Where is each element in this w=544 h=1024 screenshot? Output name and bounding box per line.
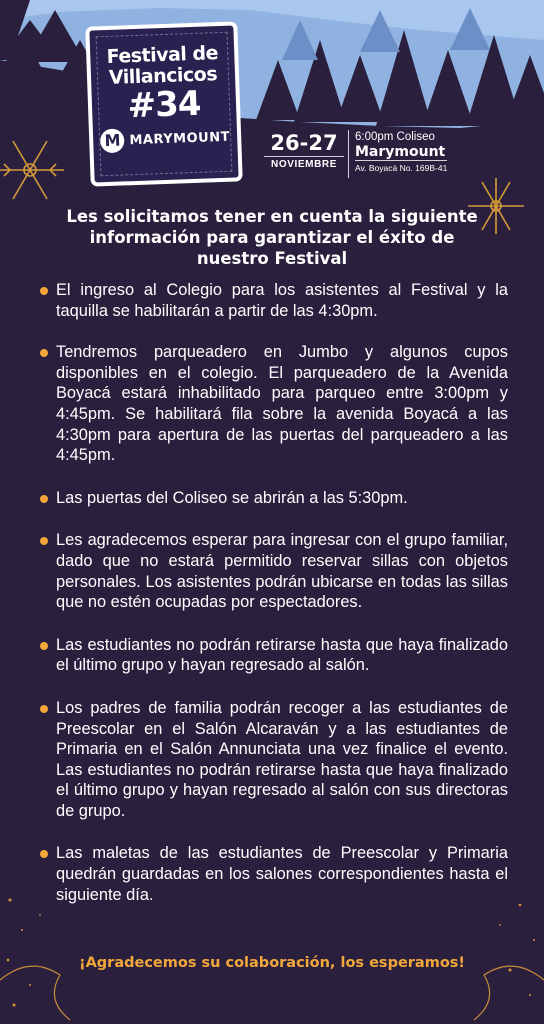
venue-address: Av. Boyacá No. 169B-41	[355, 160, 447, 174]
list-item	[38, 635, 508, 676]
closing-message: ¡Agradecemos su colaboración, los esperamos!	[78, 955, 466, 971]
list-item	[38, 342, 508, 466]
date-month: NOVIEMBRE	[264, 156, 344, 170]
venue-time: 6:00pm Coliseo	[355, 131, 435, 143]
venue-name: Marymount	[355, 144, 446, 160]
list-item-text: Las puertas del Coliseo se abrirán a las 5:30pm.	[56, 488, 408, 507]
brand-logo	[100, 125, 231, 154]
list-item-text: Los padres de familia podrán recoger a las estudiantes de Preescolar en el Salón Alcaraván y a las estudiantes de Primaria en el Salón Annunciata una vez finalice el evento. Las estudiantes no podrán retirarse hasta que haya finalizado el último grupo y hayan regresado al salón con sus directoras de grupo.	[56, 698, 508, 820]
festival-stamp	[89, 26, 238, 183]
intro-heading: Les solicitamos tener en cuenta la siguiente información para garantizar el éxito de nuestro Festival	[66, 207, 478, 268]
date-range: 26-27	[270, 131, 338, 155]
bullet-icon	[40, 537, 48, 545]
edition-number: #34	[126, 83, 202, 127]
list-item	[38, 843, 508, 905]
bullet-icon	[40, 850, 48, 858]
festival-title	[97, 43, 228, 90]
festival-title-line2: Villancicos	[108, 63, 218, 89]
list-item	[38, 698, 508, 822]
list-item-text: Les agradecemos esperar para ingresar con el grupo familiar, dado que no estará permitido reservar sillas con objetos personales. Los asistentes podrán ubicarse en todas las sillas que no estén ocupadas por espectadores.	[56, 531, 508, 612]
bullet-icon	[40, 495, 48, 503]
list-item	[38, 280, 508, 321]
bullet-icon	[40, 642, 48, 650]
list-item-text: Tendremos parqueadero en Jumbo y algunos cupos disponibles en el colegio. El parqueadero de la Avenida Boyacá estará inhabilitado para parqueo entre 3:00pm y 4:45pm. Se habilitará fila sobre la avenida Boyacá a las 4:30pm para apertura de las puertas del parqueadero a las 4:45pm.	[56, 343, 508, 465]
list-item-text: El ingreso al Colegio para los asistentes al Festival y la taquilla se habilitarán a partir de las 4:30pm.	[56, 281, 508, 320]
festival-title-line1: Festival de	[106, 42, 219, 68]
bullet-icon	[40, 287, 48, 295]
bullet-icon	[40, 705, 48, 713]
bullet-icon	[40, 349, 48, 357]
list-item-text: Las estudiantes no podrán retirarse hasta que haya finalizado el último grupo y hayan regresado al salón.	[56, 635, 508, 675]
event-venue	[349, 130, 447, 178]
info-list	[38, 280, 508, 905]
list-item	[38, 488, 508, 509]
event-dates	[264, 130, 349, 178]
list-item-text: Las maletas de las estudiantes de Preescolar y Primaria quedrán guardadas en los salones correspondientes hasta el siguiente día.	[56, 844, 508, 904]
marymount-logo-icon: M	[100, 128, 125, 153]
event-info	[264, 130, 464, 178]
brand-name: MARYMOUNT	[129, 129, 231, 148]
list-item	[38, 530, 508, 612]
